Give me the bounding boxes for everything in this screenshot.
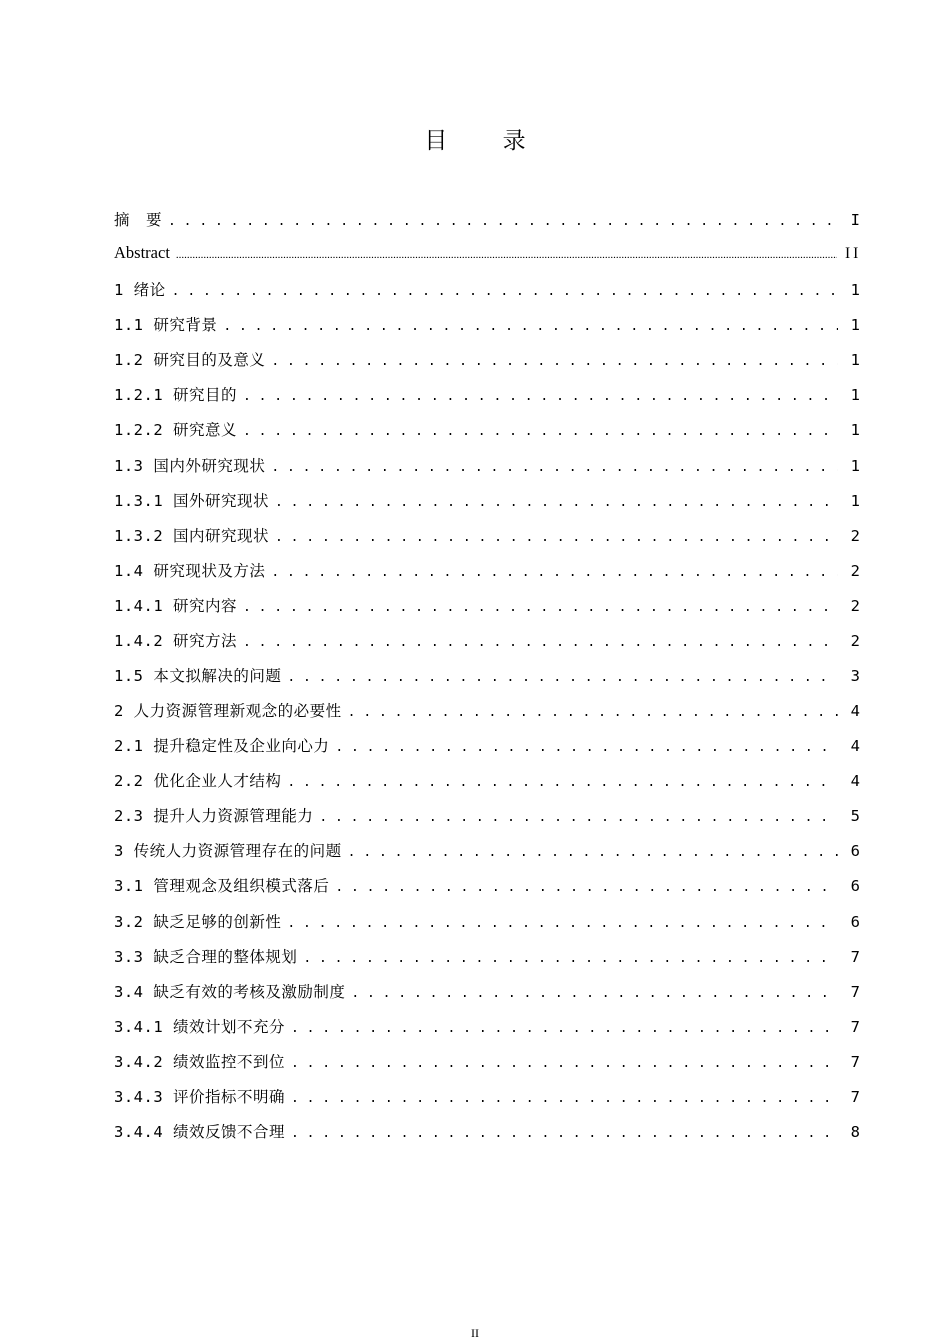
toc-entry-page: 2	[850, 631, 860, 650]
toc-entry[interactable]	[114, 629, 860, 664]
toc-entry[interactable]	[114, 383, 860, 418]
toc-entry-page: 6	[850, 912, 860, 931]
toc-entry-page: 6	[850, 877, 860, 896]
toc-entry-label: 1.5 本文拟解决的问题	[114, 667, 282, 686]
toc-entry-page: 2	[850, 561, 860, 580]
toc-entry[interactable]	[114, 1120, 860, 1155]
toc-entry-page: 7	[850, 947, 860, 966]
toc-entry-page: 3	[850, 667, 860, 686]
toc-entry[interactable]	[114, 839, 860, 874]
toc-entry[interactable]	[114, 313, 860, 348]
toc-entry-label: 2.3 提升人力资源管理能力	[114, 807, 314, 826]
dot-leader	[291, 1021, 838, 1036]
dot-leader	[243, 635, 838, 650]
dot-leader	[271, 565, 838, 580]
toc-entry-page: 7	[850, 982, 860, 1001]
toc-entry-page: 2	[850, 526, 860, 545]
toc-entry-label: 1.2 研究目的及意义	[114, 351, 266, 370]
toc-entry-page: 1	[850, 421, 860, 440]
toc-entry-page: 1	[850, 491, 860, 510]
toc-entry-page: 2	[850, 596, 860, 615]
toc-entry-page: 1	[850, 281, 860, 300]
toc-entry-label: 2.1 提升稳定性及企业向心力	[114, 737, 330, 756]
dot-leader	[275, 495, 838, 510]
dot-leader	[168, 214, 838, 229]
toc-entry[interactable]	[114, 945, 860, 980]
toc-entry-label: 1.2.2 研究意义	[114, 421, 237, 440]
dot-leader	[172, 284, 838, 299]
toc-entry-label: 1.3 国内外研究现状	[114, 456, 266, 475]
toc-entry-page: 1	[850, 316, 860, 335]
dot-leader	[271, 460, 838, 475]
dot-leader	[287, 670, 838, 685]
toc-entry-page: 1	[850, 351, 860, 370]
toc-entry-label: 3.4.3 评价指标不明确	[114, 1087, 285, 1106]
toc-entry-label: 3.4.2 绩效监控不到位	[114, 1052, 285, 1071]
dot-leader	[291, 1056, 838, 1071]
dot-leader	[319, 810, 838, 825]
dot-leader	[243, 424, 838, 439]
dot-leader	[348, 705, 838, 720]
table-of-contents	[114, 208, 860, 1155]
dot-leader	[243, 389, 838, 404]
toc-entry-page: 4	[850, 702, 860, 721]
page-number: II	[471, 1326, 479, 1340]
toc-entry-label: 1.4 研究现状及方法	[114, 561, 266, 580]
toc-entry-page: 7	[850, 1087, 860, 1106]
toc-entry[interactable]	[114, 559, 860, 594]
toc-entry[interactable]	[114, 208, 860, 243]
dot-leader	[275, 530, 838, 545]
toc-entry[interactable]	[114, 1015, 860, 1050]
toc-entry[interactable]	[114, 1085, 860, 1120]
toc-entry-label: 3.4.4 绩效反馈不合理	[114, 1123, 285, 1142]
toc-entry-label: 3.1 管理观念及组织模式落后	[114, 877, 330, 896]
toc-entry[interactable]	[114, 524, 860, 559]
toc-entry[interactable]	[114, 418, 860, 453]
toc-entry[interactable]	[114, 243, 860, 278]
toc-entry-label: 1.4.1 研究内容	[114, 596, 237, 615]
toc-entry-page: 4	[850, 772, 860, 791]
toc-entry[interactable]	[114, 594, 860, 629]
toc-entry-label: 2.2 优化企业人才结构	[114, 772, 282, 791]
toc-entry-label: 1 绪论	[114, 281, 166, 300]
dot-leader	[271, 354, 838, 369]
toc-entry[interactable]	[114, 769, 860, 804]
dot-leader	[243, 600, 838, 615]
toc-entry-label: 1.4.2 研究方法	[114, 631, 237, 650]
dot-leader	[291, 1126, 838, 1141]
toc-entry-label: 3 传统人力资源管理存在的问题	[114, 842, 342, 861]
toc-entry-page: II	[845, 245, 862, 263]
toc-entry-page: 4	[850, 737, 860, 756]
toc-entry-label: 3.4 缺乏有效的考核及激励制度	[114, 982, 346, 1001]
dot-leader	[351, 986, 838, 1001]
toc-entry-label: 1.1 研究背景	[114, 316, 218, 335]
dot-leader	[223, 319, 838, 334]
dot-leader	[287, 775, 838, 790]
toc-entry[interactable]	[114, 874, 860, 909]
toc-entry-page: 6	[850, 842, 860, 861]
toc-entry-label: 3.2 缺乏足够的创新性	[114, 912, 282, 931]
page-title: 目 录	[424, 128, 550, 154]
toc-entry[interactable]	[114, 1050, 860, 1085]
toc-entry-page: 5	[850, 807, 860, 826]
toc-entry[interactable]	[114, 489, 860, 524]
toc-entry-label: 摘 要	[114, 211, 163, 229]
toc-entry[interactable]	[114, 734, 860, 769]
dot-leader	[291, 1091, 838, 1106]
dot-leader	[287, 916, 838, 931]
toc-entry[interactable]	[114, 664, 860, 699]
toc-entry-label: 3.3 缺乏合理的整体规划	[114, 947, 298, 966]
dot-leader	[303, 951, 838, 966]
toc-entry[interactable]	[114, 454, 860, 489]
dot-leader	[348, 845, 838, 860]
toc-entry-label: 2 人力资源管理新观念的必要性	[114, 702, 342, 721]
dot-leader	[335, 740, 838, 755]
toc-entry-page: I	[850, 211, 860, 229]
toc-entry-page: 7	[850, 1017, 860, 1036]
toc-entry[interactable]	[114, 980, 860, 1015]
toc-entry[interactable]	[114, 910, 860, 945]
toc-entry[interactable]	[114, 348, 860, 383]
toc-entry-page: 1	[850, 386, 860, 405]
dot-leader	[176, 249, 837, 261]
toc-entry-page: 1	[850, 456, 860, 475]
toc-entry-label: 1.2.1 研究目的	[114, 386, 237, 405]
toc-entry-label: 1.3.2 国内研究现状	[114, 526, 269, 545]
toc-entry-label: 3.4.1 绩效计划不充分	[114, 1017, 285, 1036]
toc-entry[interactable]	[114, 278, 860, 313]
toc-entry[interactable]	[114, 699, 860, 734]
toc-entry-page: 7	[850, 1052, 860, 1071]
toc-entry-label: 1.3.1 国外研究现状	[114, 491, 269, 510]
toc-entry-page: 8	[850, 1123, 860, 1142]
dot-leader	[335, 880, 838, 895]
toc-entry[interactable]	[114, 804, 860, 839]
toc-entry-label: Abstract	[114, 243, 170, 263]
